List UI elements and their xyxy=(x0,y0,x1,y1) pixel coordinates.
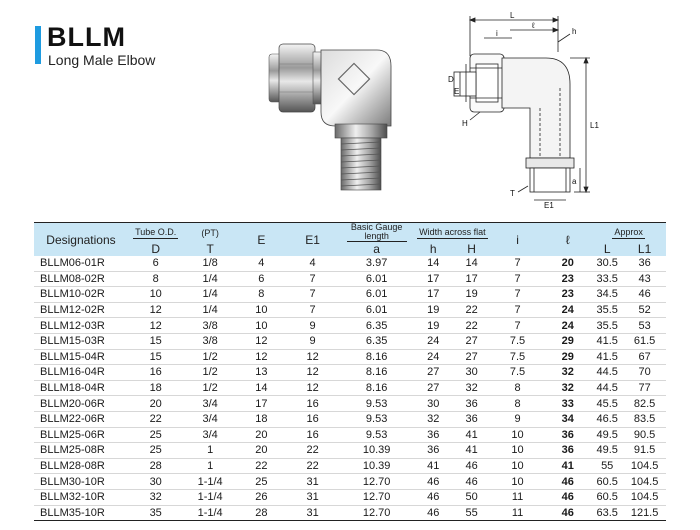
cell-T: 3/8 xyxy=(183,318,236,334)
cell-E1: 22 xyxy=(286,458,339,474)
cell-E: 10 xyxy=(237,302,286,318)
cell-h: 19 xyxy=(414,302,452,318)
cell-a: 9.53 xyxy=(339,411,414,427)
dim-E-label: E xyxy=(454,87,460,96)
cell-E: 13 xyxy=(237,365,286,381)
dim-i-label: i xyxy=(496,29,498,38)
cell-D: 25 xyxy=(128,443,184,459)
header-i: i xyxy=(491,223,544,257)
cell-L1: 43 xyxy=(623,271,666,287)
table-row xyxy=(34,427,666,443)
dim-L1-label: L1 xyxy=(590,121,599,130)
cell-a: 6.01 xyxy=(339,302,414,318)
cell-a: 6.01 xyxy=(339,287,414,303)
cell-H: 27 xyxy=(452,333,490,349)
cell-L: 30.5 xyxy=(591,256,623,271)
cell-E1: 7 xyxy=(286,271,339,287)
cell-L: 46.5 xyxy=(591,411,623,427)
cell-T: 1-1/4 xyxy=(183,474,236,490)
spec-table-body xyxy=(34,256,666,521)
cell-L: 60.5 xyxy=(591,489,623,505)
cell-h: 19 xyxy=(414,318,452,334)
cell-a: 12.70 xyxy=(339,505,414,521)
cell-a: 12.70 xyxy=(339,489,414,505)
cell-E: 20 xyxy=(237,427,286,443)
cell-D: 15 xyxy=(128,333,184,349)
product-photo xyxy=(265,28,415,198)
cell-i: 9 xyxy=(491,411,544,427)
cell-h: 36 xyxy=(414,427,452,443)
table-row xyxy=(34,287,666,303)
cell-L: 49.5 xyxy=(591,443,623,459)
cell-i: 7.5 xyxy=(491,333,544,349)
cell-i: 7 xyxy=(491,287,544,303)
table-row xyxy=(34,443,666,459)
header-basic-gauge: Basic Gauge length xyxy=(339,223,414,243)
cell-E: 20 xyxy=(237,443,286,459)
cell-T: 3/4 xyxy=(183,411,236,427)
spec-table xyxy=(34,222,666,521)
cell-E1: 12 xyxy=(286,365,339,381)
cell-L1: 61.5 xyxy=(623,333,666,349)
cell-D: 20 xyxy=(128,396,184,412)
cell-L1: 104.5 xyxy=(623,458,666,474)
dim-h-label: h xyxy=(572,27,577,36)
cell-L: 44.5 xyxy=(591,365,623,381)
cell-L: 55 xyxy=(591,458,623,474)
cell-E1: 16 xyxy=(286,396,339,412)
header-designations: Designations xyxy=(34,223,128,257)
cell-E: 26 xyxy=(237,489,286,505)
cell-desig: BLLM32-10R xyxy=(34,489,128,505)
product-subtitle: Long Male Elbow xyxy=(48,52,156,68)
cell-T: 1/4 xyxy=(183,302,236,318)
cell-l: 36 xyxy=(544,443,591,459)
cell-h: 24 xyxy=(414,349,452,365)
cell-D: 10 xyxy=(128,287,184,303)
cell-L: 33.5 xyxy=(591,271,623,287)
cell-L1: 46 xyxy=(623,287,666,303)
cell-T: 1/4 xyxy=(183,271,236,287)
cell-L1: 53 xyxy=(623,318,666,334)
cell-H: 55 xyxy=(452,505,490,521)
cell-L: 35.5 xyxy=(591,302,623,318)
cell-T: 1/2 xyxy=(183,365,236,381)
cell-h: 32 xyxy=(414,411,452,427)
cell-L: 41.5 xyxy=(591,349,623,365)
cell-H: 41 xyxy=(452,427,490,443)
cell-E1: 9 xyxy=(286,318,339,334)
cell-E: 25 xyxy=(237,474,286,490)
cell-L: 60.5 xyxy=(591,474,623,490)
cell-H: 36 xyxy=(452,396,490,412)
cell-L1: 52 xyxy=(623,302,666,318)
table-row xyxy=(34,318,666,334)
header-L1: L1 xyxy=(623,242,666,256)
header-width-across-flat: Width across flat xyxy=(414,223,491,243)
cell-l: 46 xyxy=(544,489,591,505)
table-row xyxy=(34,256,666,271)
cell-desig: BLLM15-03R xyxy=(34,333,128,349)
cell-E: 4 xyxy=(237,256,286,271)
cell-L1: 36 xyxy=(623,256,666,271)
cell-H: 17 xyxy=(452,271,490,287)
title-accent-bar xyxy=(35,26,41,64)
cell-E: 12 xyxy=(237,349,286,365)
cell-L1: 104.5 xyxy=(623,474,666,490)
cell-i: 10 xyxy=(491,474,544,490)
cell-H: 46 xyxy=(452,458,490,474)
cell-desig: BLLM12-02R xyxy=(34,302,128,318)
cell-i: 10 xyxy=(491,427,544,443)
cell-i: 8 xyxy=(491,396,544,412)
cell-l: 23 xyxy=(544,271,591,287)
table-row xyxy=(34,411,666,427)
cell-l: 24 xyxy=(544,318,591,334)
cell-i: 10 xyxy=(491,458,544,474)
cell-l: 24 xyxy=(544,302,591,318)
cell-l: 46 xyxy=(544,505,591,521)
cell-L1: 77 xyxy=(623,380,666,396)
dim-a-label: a xyxy=(572,177,577,186)
cell-l: 36 xyxy=(544,427,591,443)
cell-E1: 31 xyxy=(286,489,339,505)
cell-H: 50 xyxy=(452,489,490,505)
cell-E1: 16 xyxy=(286,427,339,443)
cell-H: 22 xyxy=(452,302,490,318)
dim-L-label: L xyxy=(510,11,515,20)
cell-E1: 12 xyxy=(286,349,339,365)
cell-H: 32 xyxy=(452,380,490,396)
cell-h: 27 xyxy=(414,365,452,381)
cell-L: 44.5 xyxy=(591,380,623,396)
cell-h: 17 xyxy=(414,287,452,303)
cell-T: 1/2 xyxy=(183,349,236,365)
table-row xyxy=(34,349,666,365)
cell-l: 34 xyxy=(544,411,591,427)
table-row xyxy=(34,396,666,412)
cell-E: 22 xyxy=(237,458,286,474)
cell-a: 8.16 xyxy=(339,365,414,381)
cell-D: 22 xyxy=(128,411,184,427)
cell-L1: 121.5 xyxy=(623,505,666,521)
cell-a: 8.16 xyxy=(339,380,414,396)
cell-h: 36 xyxy=(414,443,452,459)
header-D: D xyxy=(128,242,184,256)
cell-a: 6.35 xyxy=(339,318,414,334)
table-row xyxy=(34,365,666,381)
cell-E: 10 xyxy=(237,318,286,334)
cell-a: 9.53 xyxy=(339,427,414,443)
cell-E1: 4 xyxy=(286,256,339,271)
cell-E: 28 xyxy=(237,505,286,521)
cell-H: 30 xyxy=(452,365,490,381)
table-row xyxy=(34,489,666,505)
cell-E1: 12 xyxy=(286,380,339,396)
cell-L: 63.5 xyxy=(591,505,623,521)
table-row xyxy=(34,380,666,396)
cell-h: 46 xyxy=(414,474,452,490)
cell-desig: BLLM12-03R xyxy=(34,318,128,334)
cell-desig: BLLM06-01R xyxy=(34,256,128,271)
cell-T: 3/4 xyxy=(183,396,236,412)
cell-i: 10 xyxy=(491,443,544,459)
cell-E: 18 xyxy=(237,411,286,427)
cell-T: 1/2 xyxy=(183,380,236,396)
cell-L1: 70 xyxy=(623,365,666,381)
cell-D: 16 xyxy=(128,365,184,381)
cell-T: 1-1/4 xyxy=(183,505,236,521)
cell-T: 3/8 xyxy=(183,333,236,349)
cell-L: 34.5 xyxy=(591,287,623,303)
cell-desig: BLLM35-10R xyxy=(34,505,128,521)
cell-L1: 67 xyxy=(623,349,666,365)
cell-T: 1 xyxy=(183,443,236,459)
cell-E: 6 xyxy=(237,271,286,287)
cell-i: 7.5 xyxy=(491,349,544,365)
cell-l: 32 xyxy=(544,365,591,381)
dim-D-label: D xyxy=(448,75,454,84)
dimension-drawing xyxy=(440,8,640,208)
cell-a: 12.70 xyxy=(339,474,414,490)
header-L: L xyxy=(591,242,623,256)
cell-a: 9.53 xyxy=(339,396,414,412)
cell-T: 1/4 xyxy=(183,287,236,303)
cell-h: 14 xyxy=(414,256,452,271)
cell-D: 15 xyxy=(128,349,184,365)
cell-h: 30 xyxy=(414,396,452,412)
cell-E1: 31 xyxy=(286,505,339,521)
cell-E: 14 xyxy=(237,380,286,396)
cell-D: 8 xyxy=(128,271,184,287)
cell-L1: 104.5 xyxy=(623,489,666,505)
cell-H: 36 xyxy=(452,411,490,427)
cell-desig: BLLM10-02R xyxy=(34,287,128,303)
header-pt: (PT) xyxy=(183,223,236,243)
cell-D: 12 xyxy=(128,302,184,318)
cell-l: 33 xyxy=(544,396,591,412)
cell-D: 6 xyxy=(128,256,184,271)
dim-l-label: ℓ xyxy=(532,21,535,30)
cell-a: 8.16 xyxy=(339,349,414,365)
cell-L1: 83.5 xyxy=(623,411,666,427)
cell-T: 1 xyxy=(183,458,236,474)
cell-L1: 90.5 xyxy=(623,427,666,443)
cell-i: 7 xyxy=(491,302,544,318)
cell-a: 10.39 xyxy=(339,458,414,474)
cell-E: 12 xyxy=(237,333,286,349)
cell-E1: 7 xyxy=(286,287,339,303)
header-E1: E1 xyxy=(286,223,339,257)
cell-H: 19 xyxy=(452,287,490,303)
cell-i: 7 xyxy=(491,271,544,287)
cell-L: 41.5 xyxy=(591,333,623,349)
cell-h: 41 xyxy=(414,458,452,474)
product-title: BLLM xyxy=(47,22,126,52)
cell-L: 35.5 xyxy=(591,318,623,334)
header-a: a xyxy=(339,242,414,256)
cell-i: 7.5 xyxy=(491,365,544,381)
cell-l: 32 xyxy=(544,380,591,396)
cell-h: 46 xyxy=(414,505,452,521)
cell-L: 45.5 xyxy=(591,396,623,412)
cell-l: 23 xyxy=(544,287,591,303)
cell-T: 1/8 xyxy=(183,256,236,271)
cell-E1: 22 xyxy=(286,443,339,459)
cell-i: 8 xyxy=(491,380,544,396)
header-approx: Approx xyxy=(591,223,666,243)
cell-L: 49.5 xyxy=(591,427,623,443)
header-T: T xyxy=(183,242,236,256)
cell-E1: 9 xyxy=(286,333,339,349)
header-l: ℓ xyxy=(544,223,591,257)
cell-T: 3/4 xyxy=(183,427,236,443)
cell-L1: 82.5 xyxy=(623,396,666,412)
cell-desig: BLLM25-06R xyxy=(34,427,128,443)
cell-H: 27 xyxy=(452,349,490,365)
cell-h: 46 xyxy=(414,489,452,505)
cell-D: 18 xyxy=(128,380,184,396)
cell-desig: BLLM22-06R xyxy=(34,411,128,427)
cell-L1: 91.5 xyxy=(623,443,666,459)
cell-desig: BLLM18-04R xyxy=(34,380,128,396)
dim-H-label: H xyxy=(462,119,468,128)
header-E: E xyxy=(237,223,286,257)
cell-H: 22 xyxy=(452,318,490,334)
cell-desig: BLLM28-08R xyxy=(34,458,128,474)
cell-D: 35 xyxy=(128,505,184,521)
cell-E: 8 xyxy=(237,287,286,303)
cell-T: 1-1/4 xyxy=(183,489,236,505)
cell-E1: 31 xyxy=(286,474,339,490)
header-tube-od: Tube O.D. xyxy=(128,223,184,243)
table-row xyxy=(34,271,666,287)
cell-l: 29 xyxy=(544,349,591,365)
cell-H: 46 xyxy=(452,474,490,490)
cell-a: 3.97 xyxy=(339,256,414,271)
cell-desig: BLLM30-10R xyxy=(34,474,128,490)
cell-i: 7 xyxy=(491,318,544,334)
cell-a: 10.39 xyxy=(339,443,414,459)
dim-T-label: T xyxy=(510,189,515,198)
cell-i: 7 xyxy=(491,256,544,271)
cell-l: 41 xyxy=(544,458,591,474)
cell-desig: BLLM16-04R xyxy=(34,365,128,381)
cell-l: 46 xyxy=(544,474,591,490)
table-row xyxy=(34,458,666,474)
cell-E: 17 xyxy=(237,396,286,412)
cell-desig: BLLM08-02R xyxy=(34,271,128,287)
cell-i: 11 xyxy=(491,505,544,521)
header-H: H xyxy=(452,242,490,256)
table-row xyxy=(34,474,666,490)
cell-l: 29 xyxy=(544,333,591,349)
cell-H: 14 xyxy=(452,256,490,271)
cell-H: 41 xyxy=(452,443,490,459)
cell-D: 25 xyxy=(128,427,184,443)
cell-D: 30 xyxy=(128,474,184,490)
cell-h: 27 xyxy=(414,380,452,396)
cell-E1: 7 xyxy=(286,302,339,318)
dim-E1-label: E1 xyxy=(544,201,554,208)
table-row xyxy=(34,505,666,521)
cell-E1: 16 xyxy=(286,411,339,427)
cell-desig: BLLM25-08R xyxy=(34,443,128,459)
cell-h: 17 xyxy=(414,271,452,287)
header-h: h xyxy=(414,242,452,256)
cell-h: 24 xyxy=(414,333,452,349)
cell-l: 20 xyxy=(544,256,591,271)
cell-D: 32 xyxy=(128,489,184,505)
table-row xyxy=(34,302,666,318)
cell-desig: BLLM20-06R xyxy=(34,396,128,412)
cell-D: 12 xyxy=(128,318,184,334)
table-row xyxy=(34,333,666,349)
cell-a: 6.01 xyxy=(339,271,414,287)
cell-i: 11 xyxy=(491,489,544,505)
cell-desig: BLLM15-04R xyxy=(34,349,128,365)
cell-D: 28 xyxy=(128,458,184,474)
cell-a: 6.35 xyxy=(339,333,414,349)
